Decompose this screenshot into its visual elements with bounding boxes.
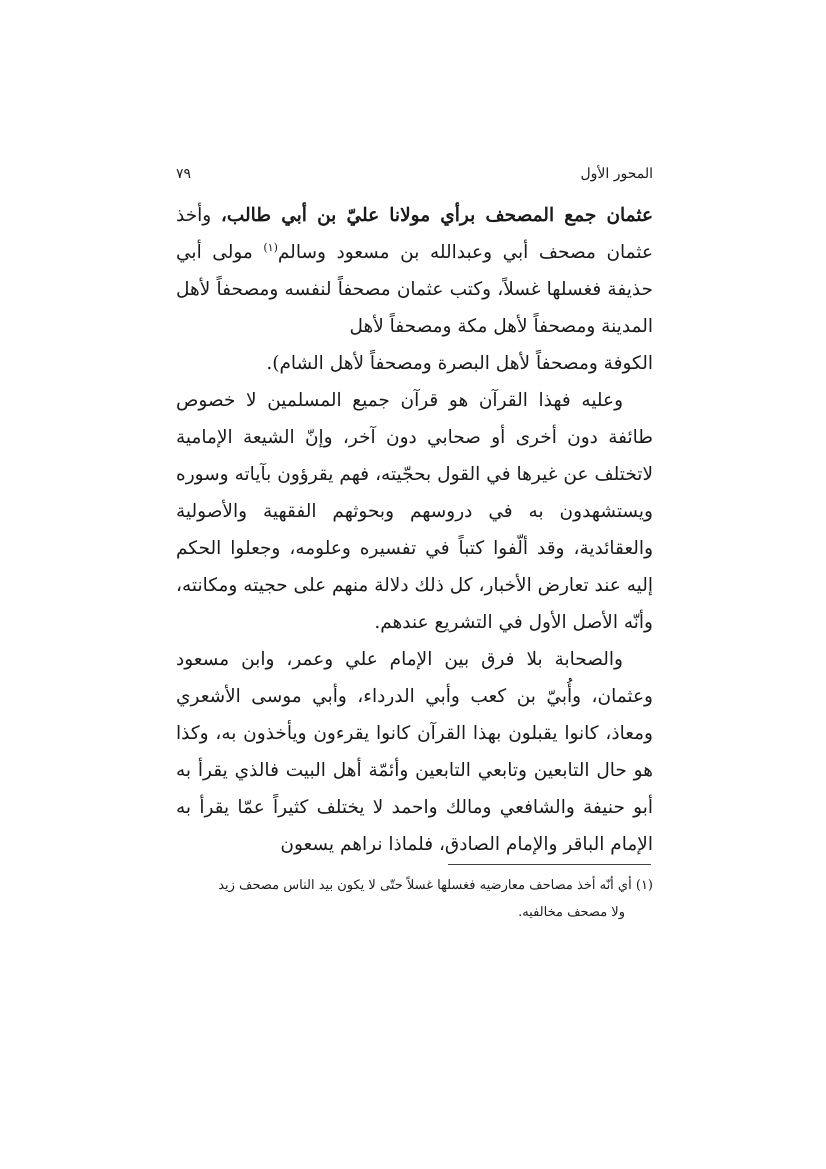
main-text — [176, 197, 653, 863]
quote-text-a: وأخذ عثمان مصحف أبي وعبدالله بن مسعود وسالم — [176, 205, 653, 263]
footnote-line: ولا مصحف مخالفيه. — [518, 905, 625, 920]
footnote — [176, 872, 653, 926]
quote-bold-lead: عثمان جمع المصحف برأي مولانا عليّ بن أبي طالب، — [220, 205, 653, 226]
footnote-reference[interactable]: (١) — [263, 240, 278, 254]
page-number: ٧٩ — [176, 166, 192, 182]
quote-text-b: مولى أبي حذيفة فغسلها غسلاً، وكتب عثمان مصحفاً لنفسه ومصحفاً لأهل المدينة ومصحفاً لأهل مكة ومصحفاً لأهل — [176, 242, 653, 337]
running-header — [176, 166, 653, 188]
quote-last-line: الكوفة ومصحفاً لأهل البصرة ومصحفاً لأهل الشام). — [266, 353, 653, 374]
paragraph: والصحابة بلا فرق بين الإمام علي وعمر، وابن مسعود وعثمان، وأُبيّ بن كعب وأبي الدرداء، وأبي موسى الأشعري ومعاذ، كانوا يقبلون بهذا القرآن كانوا يقرءون ويأخذون به، وكذا هو حال التابعين وتابعي التابعين وأئمّة أهل البيت فالذي يقرأ به أبو حنيفة والشافعي ومالك واحمد لا يختلف كثيراً عمّا يقرأ به الإمام الباقر والإمام الصادق، فلماذا نراهم يسعون — [176, 649, 653, 855]
quoted-passage — [176, 197, 653, 345]
footnote-separator — [448, 864, 651, 865]
paragraph: وعليه فهذا القرآن هو قرآن جميع المسلمين لا خصوص طائفة دون أخرى أو صحابي دون آخر، وإنّ الشيعة الإمامية لاتختلف عن غيرها في القول بحجّيته، فهم يقرؤون بآياته وسوره ويستشهدون به في دروسهم وبحوثهم الفقهية والأصولية والعقائدية، وقد ألّفوا كتباً في تفسيره وعلومه، وجعلوا الحكم إليه عند تعارض الأخبار، كل ذلك دلالة منهم على حجيته ومكانته، وأنّه الأصل الأول في التشريع عندهم. — [176, 390, 653, 633]
chapter-title: المحور الأول — [580, 166, 653, 182]
footnote-line: (١) أي أنّه أخذ مصاحف معارضيه فغسلها غسلاً حتّى لا يكون بيد الناس مصحف زيد — [218, 878, 653, 893]
